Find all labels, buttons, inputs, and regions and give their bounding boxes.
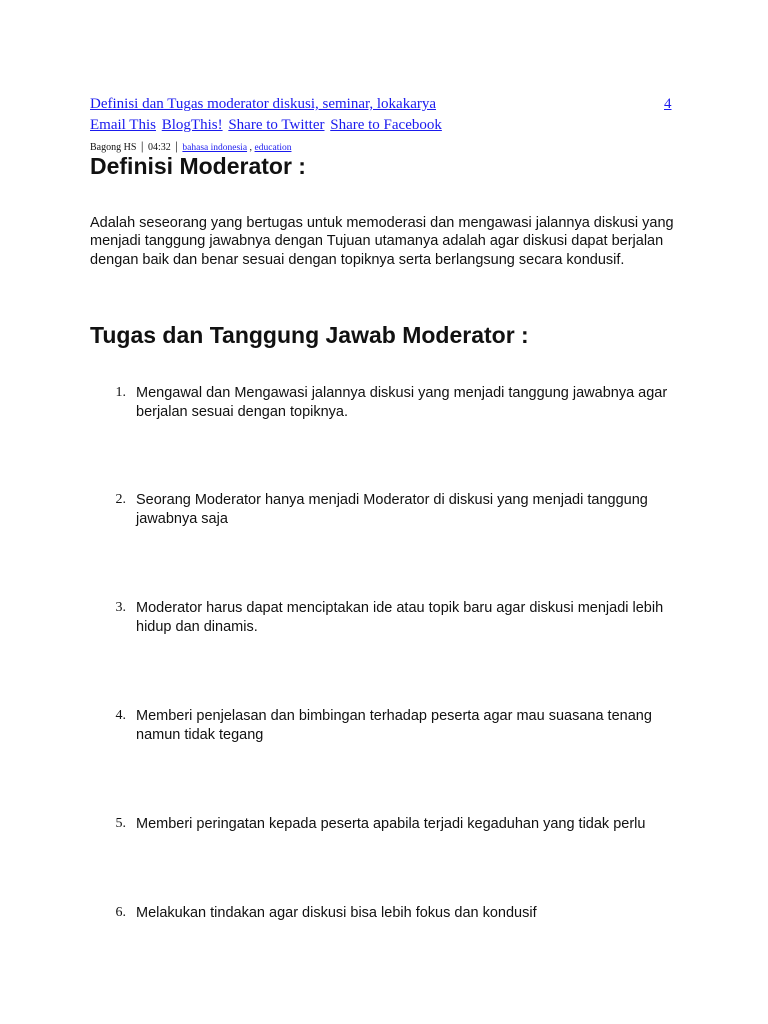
list-item-number: 6. — [115, 905, 126, 920]
post-title-link[interactable]: Definisi dan Tugas moderator diskusi, seminar, lokakarya — [90, 96, 437, 112]
comment-count-link[interactable]: 4 — [664, 96, 672, 112]
definition-heading: Definisi Moderator : — [90, 153, 306, 179]
list-item-number: 3. — [115, 600, 126, 615]
share-to-facebook-link[interactable]: Share to Facebook — [330, 117, 442, 133]
list-item-text: Memberi penjelasan dan bimbingan terhadap peserta agar mau suasana tenang namun tidak tegang — [136, 708, 652, 743]
meta-separator: | — [175, 138, 178, 153]
share-links-row — [90, 117, 444, 134]
label-link-education[interactable]: education — [254, 143, 292, 153]
label-separator: , — [249, 142, 253, 153]
definition-paragraph: Adalah seseorang yang bertugas untuk memoderasi dan mengawasi jalannya diskusi yang menjadi tanggung jawabnya dengan Tujuan utamanya adalah agar diskusi dapat berjalan dengan baik dan benar sesuai dengan topiknya serta berlangsung secara kondusif. — [90, 215, 674, 268]
blogthis-link[interactable]: BlogThis! — [161, 117, 223, 133]
label-link-bahasa-indonesia[interactable]: bahasa indonesia — [182, 143, 248, 153]
list-item-number: 4. — [115, 708, 126, 723]
post-author: Bagong HS — [90, 142, 137, 153]
list-item-text: Moderator harus dapat menciptakan ide atau topik baru agar diskusi menjadi lebih hidup dan dinamis. — [136, 600, 664, 635]
duties-heading: Tugas dan Tanggung Jawab Moderator : — [90, 322, 529, 348]
post-time: 04:32 — [148, 142, 171, 153]
list-item-text: Melakukan tindakan agar diskusi bisa lebih fokus dan kondusif — [136, 905, 537, 921]
share-to-twitter-link[interactable]: Share to Twitter — [228, 117, 325, 133]
list-item-text: Seorang Moderator hanya menjadi Moderator di diskusi yang menjadi tanggung jawabnya saja — [136, 492, 648, 527]
list-item-text: Mengawal dan Mengawasi jalannya diskusi yang menjadi tanggung jawabnya agar berjalan sesuai dengan topiknya. — [136, 385, 668, 420]
list-item-number: 1. — [115, 385, 126, 400]
list-item-text: Memberi peringatan kepada peserta apabila terjadi kegaduhan yang tidak perlu — [136, 816, 646, 832]
meta-separator: | — [140, 138, 144, 153]
email-this-link[interactable]: Email This — [90, 117, 156, 133]
list-item-number: 5. — [115, 816, 126, 831]
post-meta — [90, 138, 291, 154]
list-item-number: 2. — [115, 492, 126, 507]
